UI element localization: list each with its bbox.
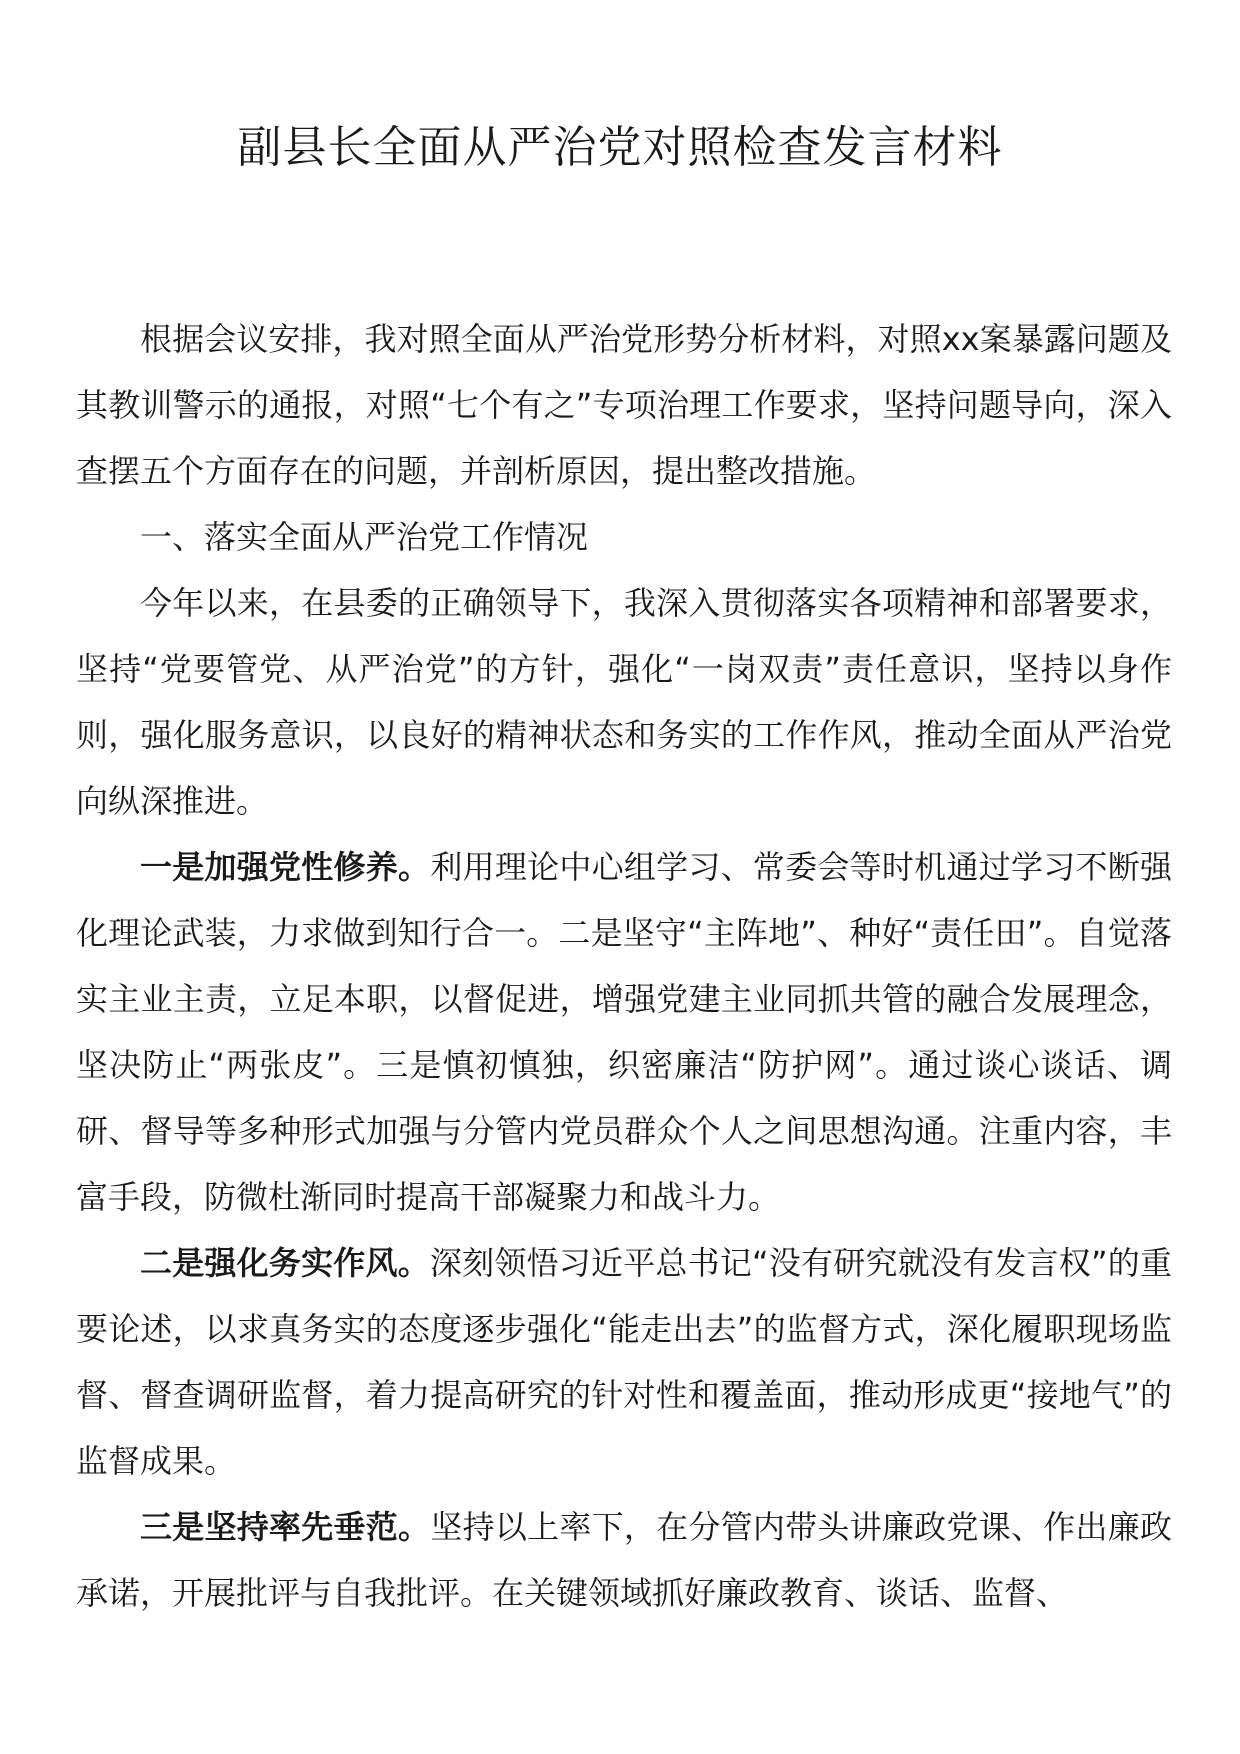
paragraph-intro [76, 306, 1172, 504]
paragraph-text: 深刻领悟习近平总书记“没有研究就没有发言权”的重要论述，以求真务实的态度逐步强化“能走出去”的监督方式，深化履职现场监督、督查调研监督，着力提高研究的针对性和覆盖面，推动形成更“接地气”的监督成果。 [76, 1244, 1172, 1480]
paragraph-lead: 二是强化务实作风。 [140, 1244, 430, 1282]
paragraph-text: 今年以来，在县委的正确领导下，我深入贯彻落实各项精神和部署要求，坚持“党要管党、从严治党”的方针，强化“一岗双责”责任意识，坚持以身作则，强化服务意识，以良好的精神状态和务实的工作作风，推动全面从严治党向纵深推进。 [76, 584, 1172, 820]
paragraph-text: 坚持以上率下，在分管内带头讲廉政党课、作出廉政承诺，开展批评与自我批评。在关键领域抓好廉政教育、谈话、监督、 [76, 1508, 1172, 1612]
paragraph-point-3 [76, 1494, 1172, 1626]
paragraph-overview [76, 570, 1172, 834]
document-title: 副县长全面从严治党对照检查发言材料 [237, 122, 1003, 173]
paragraph-point-1 [76, 834, 1172, 1230]
paragraph-lead: 三是坚持率先垂范。 [140, 1508, 431, 1546]
document-body [76, 306, 1172, 1626]
paragraph-text: 利用理论中心组学习、常委会等时机通过学习不断强化理论武装，力求做到知行合一。二是坚守“主阵地”、种好“责任田”。自觉落实主业主责，立足本职，以督促进，增强党建主业同抓共管的融合发展理念，坚决防止“两张皮”。三是慎初慎独，织密廉洁“防护网”。通过谈心谈话、调研、督导等多种形式加强与分管内党员群众个人之间思想沟通。注重内容，丰富手段，防微杜渐同时提高干部凝聚力和战斗力。 [76, 848, 1172, 1216]
section-heading [76, 504, 1172, 570]
paragraph-lead: 一是加强党性修养。 [140, 848, 431, 886]
paragraph-text: 一、落实全面从严治党工作情况 [140, 518, 589, 556]
paragraph-text: 根据会议安排，我对照全面从严治党形势分析材料，对照xx案暴露问题及其教训警示的通报，对照“七个有之”专项治理工作要求，坚持问题导向，深入查摆五个方面存在的问题，并剖析原因，提出整改措施。 [76, 320, 1172, 490]
paragraph-point-2 [76, 1230, 1172, 1494]
